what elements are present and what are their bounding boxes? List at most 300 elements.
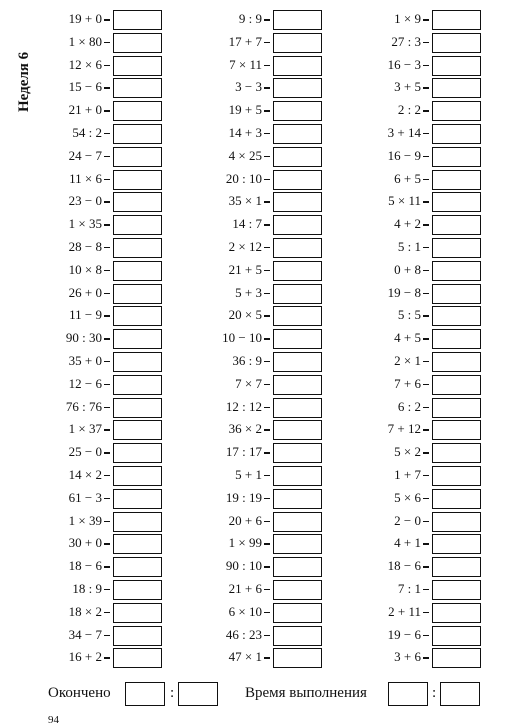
exercise-row xyxy=(190,601,322,624)
exercise-row xyxy=(40,532,162,555)
equals-dash xyxy=(264,133,270,135)
exercise-expression: 2 : 2 xyxy=(397,102,421,118)
exercise-expression: 1 × 39 xyxy=(68,512,102,528)
exercise-expression: 5 + 1 xyxy=(235,466,262,482)
answer-box[interactable] xyxy=(432,78,481,98)
exercise-row xyxy=(40,646,162,669)
exercise-row xyxy=(340,350,481,373)
equals-dash xyxy=(104,635,110,637)
answer-box[interactable] xyxy=(432,124,481,144)
exercise-expression: 2 − 0 xyxy=(394,512,421,528)
answer-box[interactable] xyxy=(432,443,481,463)
exercise-row xyxy=(340,373,481,396)
answer-box[interactable] xyxy=(113,466,162,486)
exercise-expression: 35 × 1 xyxy=(228,193,262,209)
equals-dash xyxy=(264,543,270,545)
equals-dash xyxy=(104,429,110,431)
answer-box[interactable] xyxy=(273,534,322,554)
exercise-row xyxy=(190,54,322,77)
exercise-expression: 7 : 1 xyxy=(397,580,421,596)
equals-dash xyxy=(264,293,270,295)
exercise-row xyxy=(340,396,481,419)
equals-dash xyxy=(423,65,429,67)
exercise-expression: 3 + 14 xyxy=(387,124,421,140)
exercise-expression: 34 − 7 xyxy=(68,626,102,642)
equals-dash xyxy=(423,407,429,409)
equals-dash xyxy=(264,657,270,659)
exercise-row xyxy=(190,190,322,213)
exercise-row xyxy=(340,8,481,31)
answer-box[interactable] xyxy=(273,192,322,212)
exercise-expression: 35 + 0 xyxy=(68,352,102,368)
answer-box[interactable] xyxy=(273,78,322,98)
answer-box[interactable] xyxy=(432,489,481,509)
answer-box[interactable] xyxy=(432,284,481,304)
exercise-expression: 4 + 5 xyxy=(394,330,421,346)
answer-box[interactable] xyxy=(432,512,481,532)
equals-dash xyxy=(104,224,110,226)
equals-dash xyxy=(104,19,110,21)
answer-box[interactable] xyxy=(432,215,481,235)
equals-dash xyxy=(104,133,110,135)
exercise-row xyxy=(190,510,322,533)
equals-dash xyxy=(264,338,270,340)
exercise-expression: 27 : 3 xyxy=(391,33,421,49)
answer-box[interactable] xyxy=(113,238,162,258)
answer-box[interactable] xyxy=(113,306,162,326)
equals-dash xyxy=(104,543,110,545)
exercise-expression: 15 − 6 xyxy=(68,79,102,95)
exercise-row xyxy=(340,555,481,578)
answer-box[interactable] xyxy=(273,557,322,577)
answer-box[interactable] xyxy=(432,56,481,76)
exercise-expression: 21 + 6 xyxy=(228,580,262,596)
equals-dash xyxy=(423,452,429,454)
answer-box[interactable] xyxy=(432,420,481,440)
equals-dash xyxy=(104,589,110,591)
exercise-expression: 3 + 6 xyxy=(394,649,421,665)
exercise-expression: 0 + 8 xyxy=(394,261,421,277)
exercise-row xyxy=(40,190,162,213)
equals-dash xyxy=(264,521,270,523)
answer-box[interactable] xyxy=(113,78,162,98)
exercise-row xyxy=(190,418,322,441)
finished-label: Окончено xyxy=(48,685,111,701)
equals-dash xyxy=(423,612,429,614)
exercise-expression: 90 : 30 xyxy=(65,330,102,346)
equals-dash xyxy=(423,361,429,363)
answer-box[interactable] xyxy=(432,398,481,418)
exercise-expression: 1 + 7 xyxy=(394,466,421,482)
answer-box[interactable] xyxy=(113,101,162,121)
finished-seconds-box[interactable] xyxy=(178,682,218,706)
answer-box[interactable] xyxy=(113,33,162,53)
exercise-row xyxy=(190,99,322,122)
exercise-expression: 5 + 3 xyxy=(235,284,262,300)
answer-box[interactable] xyxy=(432,147,481,167)
answer-box[interactable] xyxy=(113,192,162,212)
equals-dash xyxy=(423,156,429,158)
exercise-row xyxy=(40,373,162,396)
exercise-row xyxy=(40,350,162,373)
exercise-row xyxy=(190,487,322,510)
equals-dash xyxy=(264,87,270,89)
answer-box[interactable] xyxy=(432,10,481,30)
equals-dash xyxy=(104,87,110,89)
exercise-row xyxy=(190,578,322,601)
exercise-expression: 12 × 6 xyxy=(68,56,102,72)
exercise-expression: 14 + 3 xyxy=(228,124,262,140)
exercise-expression: 20 : 10 xyxy=(225,170,262,186)
exercise-row xyxy=(340,168,481,191)
exercise-expression: 2 + 11 xyxy=(388,603,421,619)
answer-box[interactable] xyxy=(113,329,162,349)
exercise-expression: 90 : 10 xyxy=(225,558,262,574)
answer-box[interactable] xyxy=(273,329,322,349)
exercise-row xyxy=(190,31,322,54)
exercise-expression: 1 × 99 xyxy=(228,535,262,551)
answer-box[interactable] xyxy=(273,306,322,326)
exercise-expression: 14 × 2 xyxy=(68,466,102,482)
equals-dash xyxy=(423,201,429,203)
exercise-row xyxy=(340,418,481,441)
week-title: Неделя 6 xyxy=(16,51,32,112)
answer-box[interactable] xyxy=(432,603,481,623)
exercise-row xyxy=(340,624,481,647)
equals-dash xyxy=(423,566,429,568)
exercise-row xyxy=(340,31,481,54)
equals-dash xyxy=(104,407,110,409)
exercise-row xyxy=(190,168,322,191)
exercise-expression: 25 − 0 xyxy=(68,444,102,460)
answer-box[interactable] xyxy=(273,238,322,258)
exercise-expression: 7 × 11 xyxy=(229,56,262,72)
answer-box[interactable] xyxy=(432,626,481,646)
exercise-expression: 26 + 0 xyxy=(68,284,102,300)
answer-box[interactable] xyxy=(273,261,322,281)
answer-box[interactable] xyxy=(273,443,322,463)
exercise-expression: 17 + 7 xyxy=(228,33,262,49)
exercise-expression: 10 × 8 xyxy=(68,261,102,277)
answer-box[interactable] xyxy=(113,626,162,646)
answer-box[interactable] xyxy=(273,420,322,440)
exercise-row xyxy=(40,31,162,54)
exercise-expression: 18 − 6 xyxy=(387,558,421,574)
exercise-row xyxy=(40,282,162,305)
equals-dash xyxy=(423,293,429,295)
answer-box[interactable] xyxy=(432,306,481,326)
answer-box[interactable] xyxy=(432,648,481,668)
exercise-row xyxy=(40,168,162,191)
equals-dash xyxy=(264,19,270,21)
exercise-expression: 6 × 10 xyxy=(228,603,262,619)
exercise-expression: 19 : 19 xyxy=(225,489,262,505)
exercise-expression: 1 × 35 xyxy=(68,216,102,232)
exercise-row xyxy=(190,8,322,31)
exercise-expression: 17 : 17 xyxy=(225,444,262,460)
answer-box[interactable] xyxy=(273,489,322,509)
exercise-expression: 76 : 76 xyxy=(65,398,102,414)
answer-box[interactable] xyxy=(432,352,481,372)
equals-dash xyxy=(264,42,270,44)
exercise-column-3 xyxy=(340,8,481,669)
equals-dash xyxy=(264,224,270,226)
equals-dash xyxy=(264,110,270,112)
exercise-row xyxy=(340,54,481,77)
exercise-row xyxy=(340,464,481,487)
exercise-expression: 18 : 9 xyxy=(72,580,102,596)
exercise-row xyxy=(340,327,481,350)
exercise-row xyxy=(190,327,322,350)
answer-box[interactable] xyxy=(432,238,481,258)
answer-box[interactable] xyxy=(113,124,162,144)
equals-dash xyxy=(423,338,429,340)
answer-box[interactable] xyxy=(273,284,322,304)
answer-box[interactable] xyxy=(432,375,481,395)
equals-dash xyxy=(104,110,110,112)
exercise-row xyxy=(190,624,322,647)
time-minutes-box[interactable] xyxy=(388,682,428,706)
answer-box[interactable] xyxy=(113,648,162,668)
exercise-row xyxy=(40,487,162,510)
answer-box[interactable] xyxy=(113,512,162,532)
exercise-row xyxy=(340,282,481,305)
exercise-expression: 7 × 7 xyxy=(235,375,262,391)
equals-dash xyxy=(264,270,270,272)
exercise-row xyxy=(40,578,162,601)
equals-dash xyxy=(423,19,429,21)
exercise-expression: 23 − 0 xyxy=(68,193,102,209)
equals-dash xyxy=(264,589,270,591)
answer-box[interactable] xyxy=(432,101,481,121)
exercise-row xyxy=(40,555,162,578)
answer-box[interactable] xyxy=(273,56,322,76)
equals-dash xyxy=(104,338,110,340)
answer-box[interactable] xyxy=(113,603,162,623)
exercise-row xyxy=(340,532,481,555)
answer-box[interactable] xyxy=(113,580,162,600)
exercise-expression: 21 + 5 xyxy=(228,261,262,277)
exercise-expression: 2 × 1 xyxy=(394,352,421,368)
answer-box[interactable] xyxy=(432,557,481,577)
equals-dash xyxy=(423,498,429,500)
answer-box[interactable] xyxy=(113,10,162,30)
answer-box[interactable] xyxy=(432,534,481,554)
answer-box[interactable] xyxy=(273,375,322,395)
exercise-expression: 7 + 6 xyxy=(394,375,421,391)
answer-box[interactable] xyxy=(273,101,322,121)
answer-box[interactable] xyxy=(432,466,481,486)
equals-dash xyxy=(104,293,110,295)
equals-dash xyxy=(423,247,429,249)
equals-dash xyxy=(104,452,110,454)
equals-dash xyxy=(104,475,110,477)
answer-box[interactable] xyxy=(273,147,322,167)
equals-dash xyxy=(423,589,429,591)
exercise-expression: 4 + 1 xyxy=(394,535,421,551)
equals-dash xyxy=(423,270,429,272)
equals-dash xyxy=(104,179,110,181)
exercise-row xyxy=(340,122,481,145)
exercise-expression: 6 + 5 xyxy=(394,170,421,186)
exercise-expression: 18 × 2 xyxy=(68,603,102,619)
exercise-row xyxy=(340,304,481,327)
answer-box[interactable] xyxy=(273,626,322,646)
answer-box[interactable] xyxy=(113,420,162,440)
equals-dash xyxy=(104,657,110,659)
exercise-expression: 47 × 1 xyxy=(228,649,262,665)
exercise-row xyxy=(40,327,162,350)
equals-dash xyxy=(423,315,429,317)
equals-dash xyxy=(423,133,429,135)
exercise-row xyxy=(340,145,481,168)
answer-box[interactable] xyxy=(432,33,481,53)
equals-dash xyxy=(423,384,429,386)
time-label: Время выполнения xyxy=(245,685,367,701)
equals-dash xyxy=(264,566,270,568)
answer-box[interactable] xyxy=(432,261,481,281)
equals-dash xyxy=(423,657,429,659)
exercise-row xyxy=(340,646,481,669)
answer-box[interactable] xyxy=(273,170,322,190)
exercise-expression: 54 : 2 xyxy=(72,124,102,140)
exercise-expression: 36 × 2 xyxy=(228,421,262,437)
finished-minutes-box[interactable] xyxy=(125,682,165,706)
answer-box[interactable] xyxy=(113,557,162,577)
exercise-row xyxy=(40,601,162,624)
answer-box[interactable] xyxy=(432,170,481,190)
equals-dash xyxy=(423,87,429,89)
equals-dash xyxy=(423,179,429,181)
exercise-expression: 16 − 9 xyxy=(387,147,421,163)
exercise-expression: 3 − 3 xyxy=(235,79,262,95)
answer-box[interactable] xyxy=(113,489,162,509)
answer-box[interactable] xyxy=(113,261,162,281)
equals-dash xyxy=(423,635,429,637)
equals-dash xyxy=(264,156,270,158)
equals-dash xyxy=(264,247,270,249)
answer-box[interactable] xyxy=(113,398,162,418)
exercise-row xyxy=(190,350,322,373)
exercise-row xyxy=(340,578,481,601)
equals-dash xyxy=(104,315,110,317)
answer-box[interactable] xyxy=(273,215,322,235)
time-separator: : xyxy=(432,685,437,701)
answer-box[interactable] xyxy=(273,648,322,668)
exercise-row xyxy=(40,396,162,419)
equals-dash xyxy=(264,65,270,67)
answer-box[interactable] xyxy=(273,10,322,30)
equals-dash xyxy=(104,521,110,523)
answer-box[interactable] xyxy=(273,603,322,623)
exercise-row xyxy=(340,487,481,510)
answer-box[interactable] xyxy=(432,192,481,212)
exercise-row xyxy=(190,555,322,578)
answer-box[interactable] xyxy=(273,33,322,53)
exercise-row xyxy=(190,213,322,236)
answer-box[interactable] xyxy=(113,443,162,463)
exercise-row xyxy=(340,213,481,236)
exercise-expression: 16 − 3 xyxy=(387,56,421,72)
equals-dash xyxy=(104,384,110,386)
exercise-row xyxy=(340,441,481,464)
exercise-row xyxy=(340,510,481,533)
exercise-expression: 12 − 6 xyxy=(68,375,102,391)
equals-dash xyxy=(423,475,429,477)
time-seconds-box[interactable] xyxy=(440,682,480,706)
exercise-expression: 18 − 6 xyxy=(68,558,102,574)
page-number: 94 xyxy=(48,714,59,726)
answer-box[interactable] xyxy=(113,56,162,76)
answer-box[interactable] xyxy=(273,580,322,600)
exercise-row xyxy=(190,532,322,555)
equals-dash xyxy=(104,156,110,158)
answer-box[interactable] xyxy=(273,124,322,144)
exercise-expression: 7 + 12 xyxy=(387,421,421,437)
exercise-row xyxy=(40,54,162,77)
equals-dash xyxy=(264,179,270,181)
exercise-row xyxy=(190,282,322,305)
exercise-expression: 1 × 9 xyxy=(394,11,421,26)
exercise-row xyxy=(340,190,481,213)
exercise-column-1 xyxy=(40,8,162,669)
answer-box[interactable] xyxy=(273,512,322,532)
equals-dash xyxy=(264,475,270,477)
exercise-expression: 10 − 10 xyxy=(222,330,262,346)
exercise-expression: 19 + 5 xyxy=(228,102,262,118)
equals-dash xyxy=(264,201,270,203)
answer-box[interactable] xyxy=(273,398,322,418)
exercise-expression: 19 − 8 xyxy=(387,284,421,300)
equals-dash xyxy=(423,429,429,431)
answer-box[interactable] xyxy=(113,147,162,167)
answer-box[interactable] xyxy=(273,352,322,372)
exercise-expression: 16 + 2 xyxy=(68,649,102,665)
equals-dash xyxy=(264,315,270,317)
answer-box[interactable] xyxy=(113,170,162,190)
answer-box[interactable] xyxy=(432,329,481,349)
exercise-row xyxy=(190,441,322,464)
exercise-row xyxy=(190,145,322,168)
answer-box[interactable] xyxy=(273,466,322,486)
answer-box[interactable] xyxy=(113,284,162,304)
exercise-row xyxy=(40,304,162,327)
exercise-expression: 5 × 2 xyxy=(394,444,421,460)
answer-box[interactable] xyxy=(113,215,162,235)
exercise-expression: 61 − 3 xyxy=(68,489,102,505)
exercise-expression: 1 × 37 xyxy=(68,421,102,437)
exercise-expression: 46 : 23 xyxy=(225,626,262,642)
exercise-expression: 24 − 7 xyxy=(68,147,102,163)
exercise-row xyxy=(190,304,322,327)
exercise-row xyxy=(40,99,162,122)
equals-dash xyxy=(104,612,110,614)
equals-dash xyxy=(264,452,270,454)
exercise-expression: 3 + 5 xyxy=(394,79,421,95)
exercise-row xyxy=(40,418,162,441)
answer-box[interactable] xyxy=(113,375,162,395)
equals-dash xyxy=(104,361,110,363)
answer-box[interactable] xyxy=(113,352,162,372)
exercise-expression: 19 + 0 xyxy=(68,11,102,26)
exercise-expression: 11 × 6 xyxy=(69,170,102,186)
answer-box[interactable] xyxy=(113,534,162,554)
exercise-expression: 36 : 9 xyxy=(232,352,262,368)
exercise-expression: 5 : 5 xyxy=(397,307,421,323)
exercise-row xyxy=(190,236,322,259)
answer-box[interactable] xyxy=(432,580,481,600)
exercise-expression: 1 × 80 xyxy=(68,33,102,49)
